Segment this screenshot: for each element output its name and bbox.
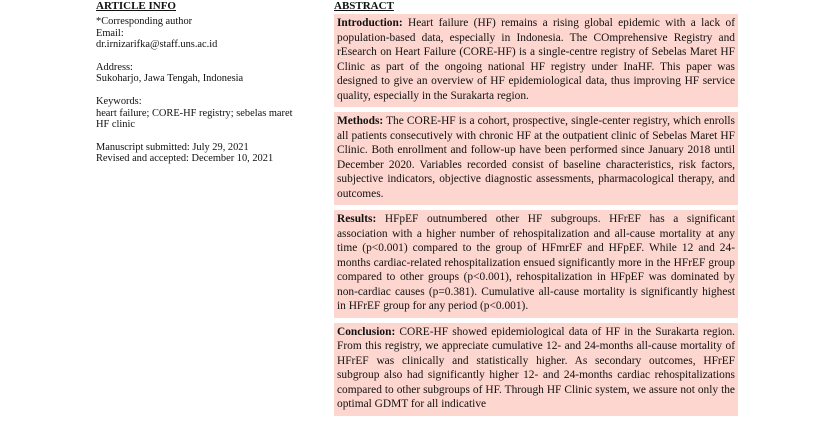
section-text: CORE-HF showed epidemiological data of HF in the Surakarta region. From this registry, we appreciate cumulative 12- and 24-months all-cause mortality of HFrEF was clinically and statistically higher. As secondary outcomes, HFrEF subgroup also had significantly higher 12- and 24-months cardiac rehospitalizations compared to other subgroups of HF. Through HF Clinic system, we assure not only the optimal GDMT for all indicative — [337, 325, 735, 410]
abstract-introduction — [334, 14, 738, 107]
contact-block — [96, 16, 296, 51]
abstract-heading: ABSTRACT — [334, 0, 394, 12]
abstract-methods — [334, 112, 738, 205]
corresponding-author: *Corresponding author — [96, 16, 193, 27]
accepted-date: Revised and accepted: December 10, 2021 — [96, 153, 274, 165]
email-address: dr.irnizarifka@staff.uns.ac.id — [96, 39, 218, 51]
section-label: Introduction: — [337, 17, 403, 29]
email-label: Email: — [96, 27, 124, 39]
section-text: The CORE-HF is a cohort, prospective, single-center registry, which enrolls all patients consecutively with chronic HF at the outpatient clinic of Sebelas Maret HF Clinic. Both enrollment and follow-up have been performed since January 2018 until December 2020. Variables recorded consist of baseline characteristics, risk factors, subjective indicators, objective diagnostic assessments, pharmacological therapy, and outcomes. — [337, 115, 735, 200]
dates-block — [96, 142, 296, 165]
section-text: HFpEF outnumbered other HF subgroups. HFrEF has a significant association with a higher number of rehospitalization and all-cause mortality at any time (p<0.001) compared to the group of HFmrEF and HFpEF. While 12 and 24-months cardiac-related rehospitalization ensued significantly more in the HFrEF group compared to other groups (p<0.001), rehospitalization in HFpEF was dominated by non-cardiac causes (p=0.381). Cumulative all-cause mortality is significantly highest in HFrEF group for any period (p<0.001). — [337, 213, 735, 312]
section-label: Conclusion: — [337, 325, 396, 338]
section-label: Methods: — [337, 115, 384, 127]
address-block — [96, 62, 296, 85]
article-info — [96, 0, 296, 176]
address-label: Address: — [96, 61, 133, 73]
keywords-block — [96, 96, 296, 131]
keywords-label: Keywords: — [96, 95, 142, 107]
keywords-value: heart failure; CORE-HF registry; sebelas maret HF clinic — [96, 107, 293, 131]
submitted-date: Manuscript submitted: July 29, 2021 — [96, 141, 249, 153]
section-text: Heart failure (HF) remains a rising global epidemic with a lack of population-based data, especially in Indonesia. The COmprehensive Registry and rEsearch on Heart Failure (CORE-HF) is a single-centre registry of Sebelas Maret HF Clinic as part of the ongoing national HF registry under InaHF. This paper was designed to give an overview of HF epidemiological data, thus improving HF service quality, especially in the Surakarta region. — [337, 17, 735, 102]
article-info-heading: ARTICLE INFO — [96, 0, 176, 12]
abstract-conclusion — [334, 323, 738, 416]
section-label: Results: — [337, 213, 377, 225]
abstract — [334, 0, 738, 421]
address-value: Sukoharjo, Jawa Tengah, Indonesia — [96, 73, 244, 85]
abstract-results — [334, 210, 738, 318]
